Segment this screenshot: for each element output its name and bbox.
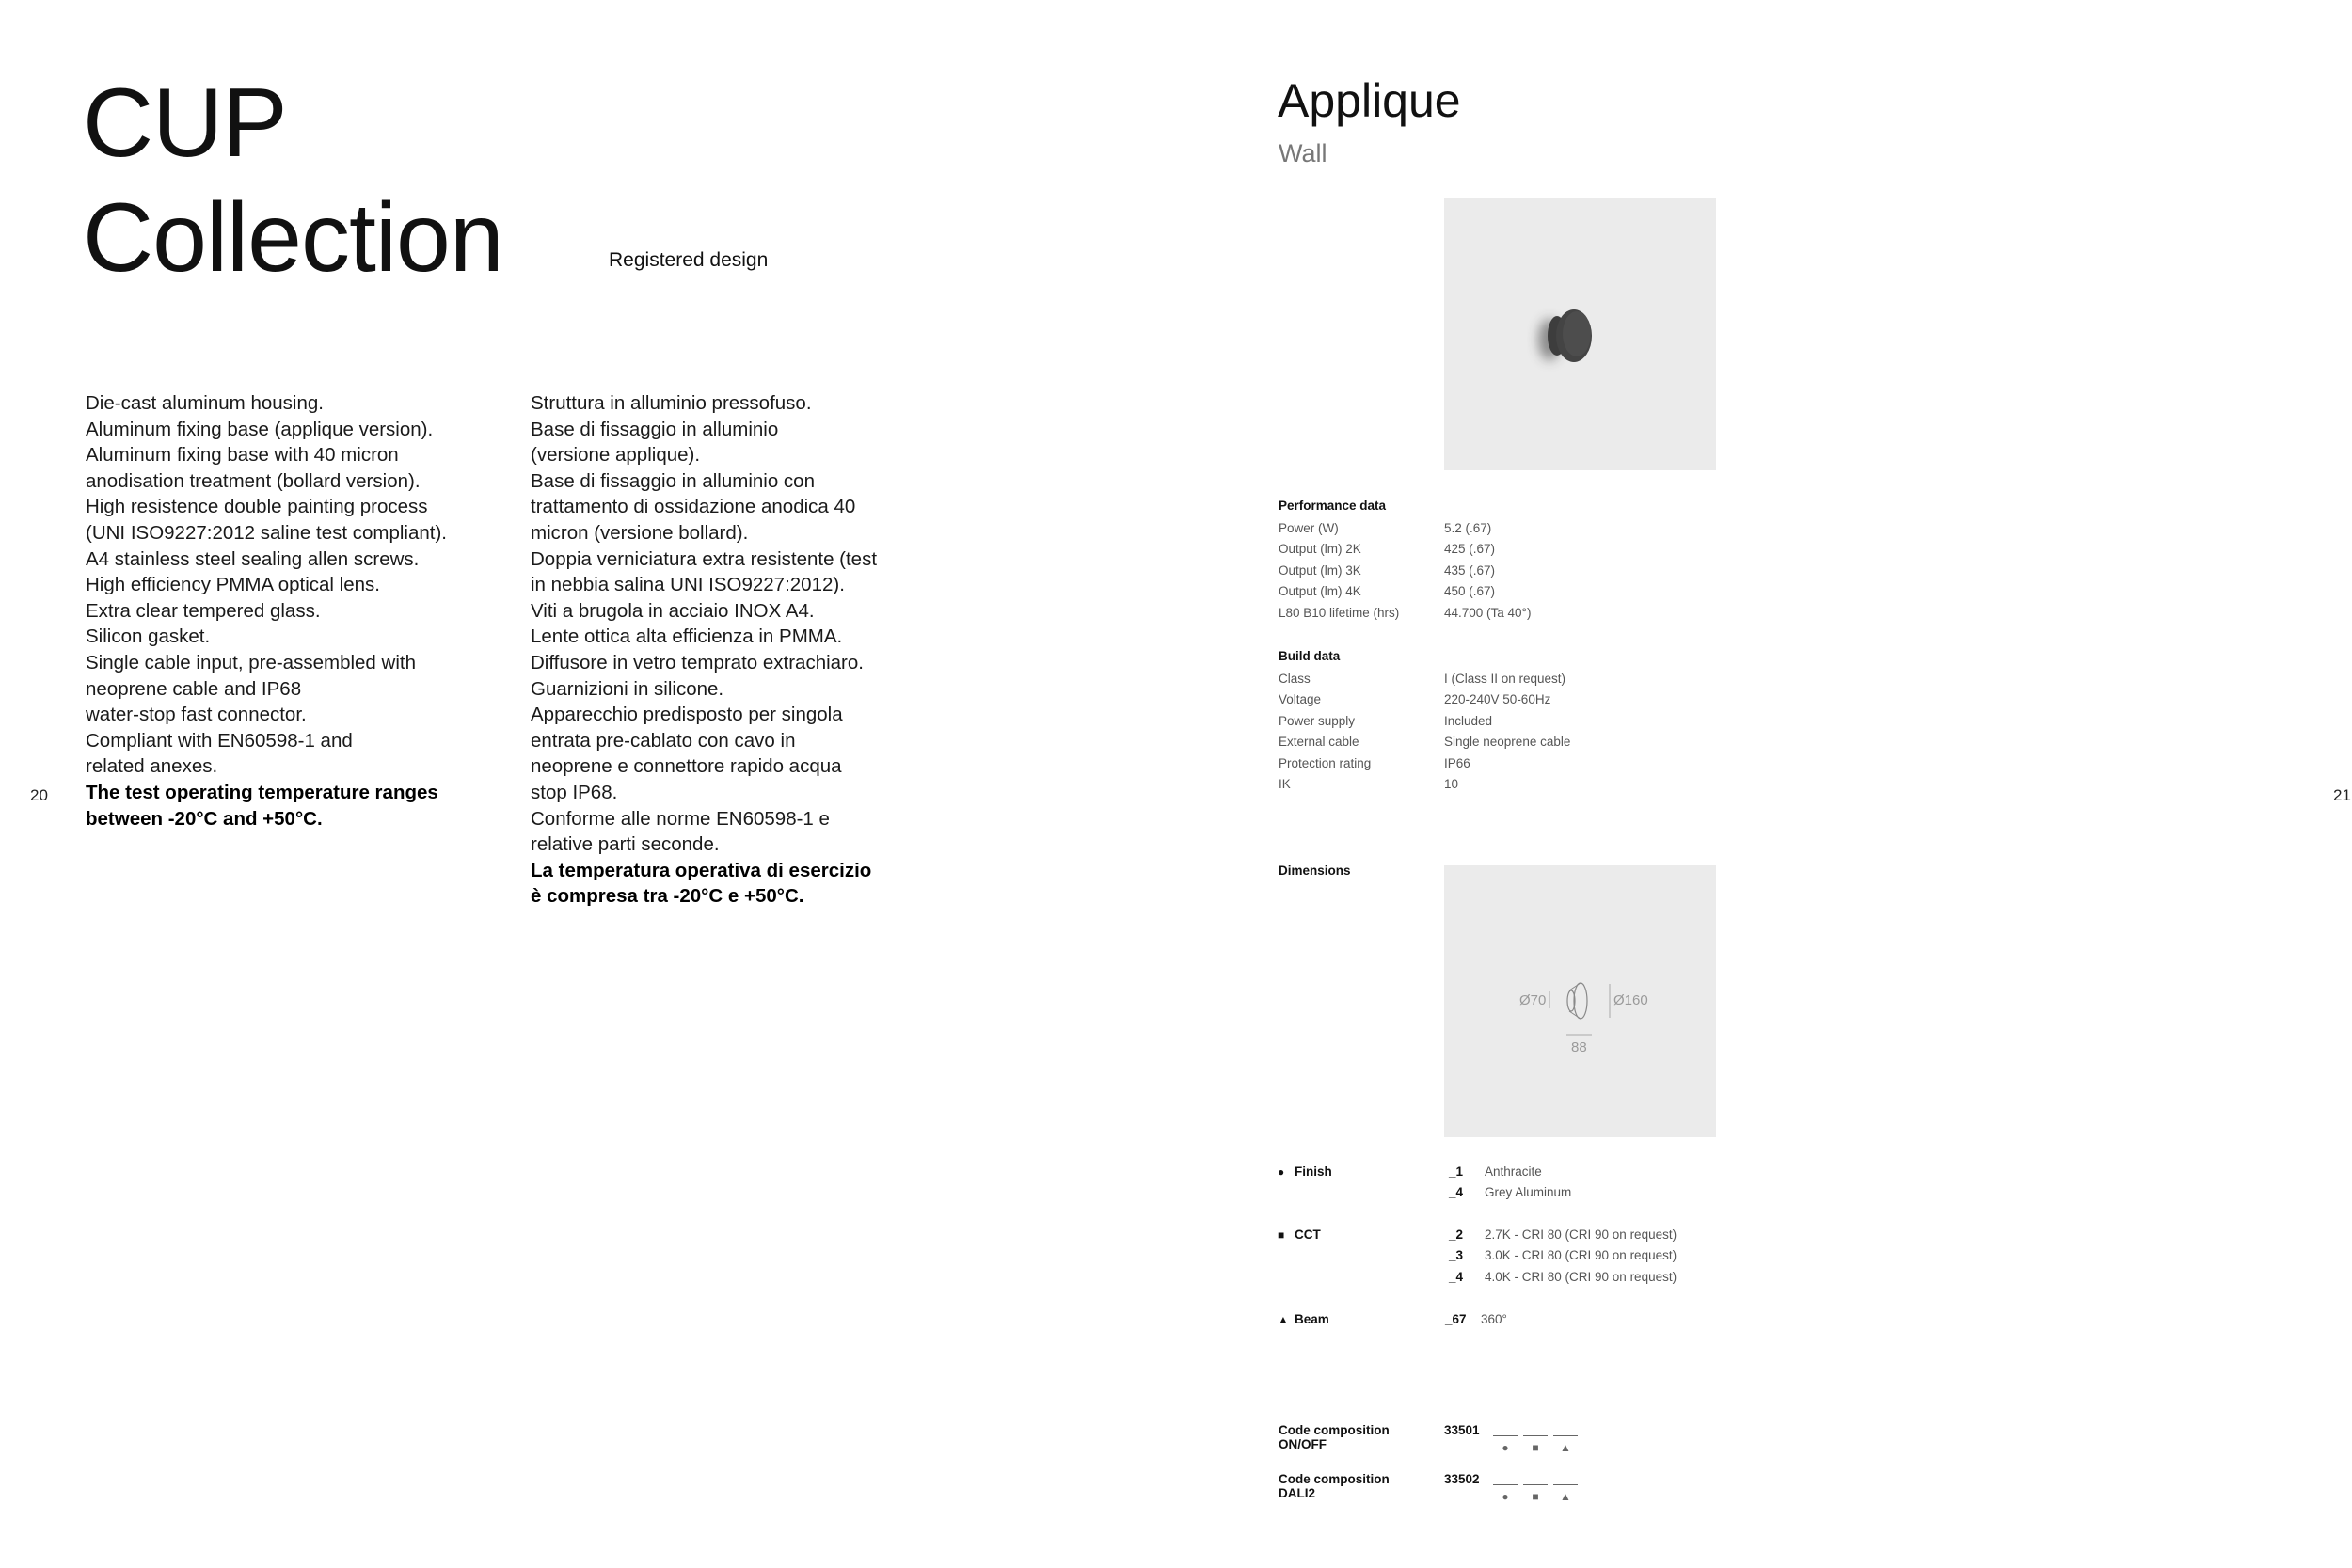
description-line: stop IP68. [531, 781, 618, 803]
title-line-2: Collection [83, 183, 503, 293]
description-line: Single cable input, pre-assembled with [86, 651, 416, 673]
description-line: relative parti seconde. [531, 833, 720, 856]
cct-options [1449, 1225, 1677, 1288]
description-line: A4 stainless steel sealing allen screws. [86, 547, 420, 570]
spec-label: IK [1279, 777, 1291, 792]
option-row [1445, 1309, 1507, 1330]
code-label-line: DALI2 [1279, 1486, 1316, 1500]
option-desc: Grey Aluminum [1485, 1185, 1572, 1200]
beam-options [1445, 1309, 1507, 1330]
lamp-profile-icon [1444, 865, 1716, 1137]
spec-label: Output (lm) 3K [1279, 562, 1361, 578]
spec-value: Included [1444, 713, 1493, 728]
spec-label: Output (lm) 4K [1279, 584, 1361, 599]
english-description [86, 390, 447, 832]
spec-value: 425 (.67) [1444, 542, 1496, 557]
spec-label: Power (W) [1279, 521, 1339, 535]
option-desc: 2.7K - CRI 80 (CRI 90 on request) [1485, 1227, 1677, 1242]
beam-label-text: Beam [1295, 1312, 1329, 1326]
description-line: Diffusore in vetro temprato extrachiaro. [531, 651, 864, 673]
description-line: Guarnizioni in silicone. [531, 677, 724, 700]
code-slot [1493, 1435, 1518, 1453]
diameter-small-label: Ø70 [1519, 992, 1547, 1008]
description-line: in nebbia salina UNI ISO9227:2012). [531, 574, 845, 596]
option-desc: Anthracite [1485, 1164, 1542, 1179]
square-icon: ■ [1532, 1441, 1539, 1454]
description-line: Apparecchio predisposto per singola [531, 704, 843, 726]
code-slot [1523, 1484, 1548, 1502]
description-line: Lente ottica alta efficienza in PMMA. [531, 626, 843, 648]
option-code: _3 [1449, 1248, 1464, 1263]
spec-label: Voltage [1279, 692, 1322, 707]
diameter-large-label: Ø160 [1613, 992, 1648, 1008]
page-number-right: 21 [2333, 786, 2351, 804]
code-label-line: Code composition [1279, 1472, 1390, 1486]
product-image [1444, 198, 1716, 470]
spec-label: Protection rating [1279, 755, 1372, 770]
finish-options [1449, 1162, 1571, 1204]
temperature-note-line: The test operating temperature ranges [86, 781, 438, 803]
spec-row [1279, 669, 1570, 689]
spec-value: 5.2 (.67) [1444, 521, 1492, 535]
spec-value: 450 (.67) [1444, 584, 1496, 599]
option-desc: 360° [1481, 1312, 1507, 1326]
circle-icon: ● [1502, 1490, 1509, 1503]
spec-value: IP66 [1444, 755, 1470, 770]
dimensions-drawing [1444, 865, 1716, 1137]
option-code: _4 [1449, 1185, 1464, 1200]
spec-value: 435 (.67) [1444, 562, 1496, 578]
performance-table [1279, 518, 1531, 624]
description-line: Conforme alle norme EN60598-1 e [531, 807, 830, 830]
description-line: Extra clear tempered glass. [86, 599, 321, 622]
spec-row [1279, 561, 1531, 581]
description-line: entrata pre-cablato con cavo in [531, 729, 796, 752]
description-line: High efficiency PMMA optical lens. [86, 574, 380, 596]
spec-label: L80 B10 lifetime (hrs) [1279, 605, 1400, 620]
description-line: Silicon gasket. [86, 626, 211, 648]
spec-row [1279, 711, 1570, 732]
temperature-note-line: between -20°C and +50°C. [86, 807, 323, 830]
option-desc: 4.0K - CRI 80 (CRI 90 on request) [1485, 1269, 1677, 1284]
description-line: trattamento di ossidazione anodica 40 [531, 496, 856, 518]
collection-title [83, 66, 503, 295]
spec-row [1279, 539, 1531, 560]
description-line: anodisation treatment (bollard version). [86, 469, 421, 492]
spec-value: 44.700 (Ta 40°) [1444, 605, 1532, 620]
code-label-line: ON/OFF [1279, 1437, 1327, 1451]
code-number-dali2: 33502 [1444, 1472, 1480, 1486]
wall-lamp-illustration [1444, 198, 1716, 470]
cct-label-text: CCT [1295, 1227, 1321, 1242]
code-composition-onoff-label [1279, 1423, 1390, 1451]
spec-value: Single neoprene cable [1444, 735, 1571, 750]
code-slots-onoff [1493, 1435, 1578, 1453]
circle-icon: ● [1502, 1441, 1509, 1454]
triangle-icon: ▲ [1278, 1312, 1289, 1326]
spec-row [1279, 603, 1531, 624]
option-code: _1 [1449, 1164, 1464, 1179]
beam-label [1278, 1312, 1329, 1326]
build-title: Build data [1279, 649, 1341, 663]
spec-row [1279, 518, 1531, 539]
option-code: _67 [1445, 1312, 1467, 1326]
code-slot [1523, 1435, 1548, 1453]
description-line: Viti a brugola in acciaio INOX A4. [531, 599, 815, 622]
code-slot [1553, 1484, 1578, 1502]
description-line: (versione applique). [531, 444, 701, 467]
temperature-note-line: La temperatura operativa di esercizio [531, 859, 872, 881]
code-slots-dali2 [1493, 1484, 1578, 1502]
description-line: related anexes. [86, 755, 218, 778]
square-icon: ■ [1532, 1490, 1539, 1503]
finish-label [1278, 1164, 1332, 1179]
code-number-onoff: 33501 [1444, 1423, 1480, 1437]
description-line: Die-cast aluminum housing. [86, 392, 324, 414]
description-line: Compliant with EN60598-1 and [86, 729, 353, 752]
option-row [1449, 1245, 1677, 1266]
spec-label: Power supply [1279, 713, 1356, 728]
code-composition-dali2-label [1279, 1472, 1390, 1500]
description-line: micron (versione bollard). [531, 521, 749, 544]
code-slot [1493, 1484, 1518, 1502]
product-subtitle: Wall [1279, 139, 1327, 167]
page-number-left: 20 [30, 786, 48, 804]
option-row [1449, 1162, 1571, 1182]
option-code: _2 [1449, 1227, 1464, 1242]
square-icon: ■ [1278, 1227, 1285, 1242]
description-line: neoprene e connettore rapido acqua [531, 755, 842, 778]
triangle-icon: ▲ [1560, 1490, 1571, 1503]
description-line: Base di fissaggio in alluminio con [531, 469, 815, 492]
description-line: Aluminum fixing base with 40 micron [86, 444, 399, 467]
code-slot [1553, 1435, 1578, 1453]
italian-description [531, 390, 877, 910]
description-line: Aluminum fixing base (applique version). [86, 418, 434, 440]
description-line: Struttura in alluminio pressofuso. [531, 392, 812, 414]
triangle-icon: ▲ [1560, 1441, 1571, 1454]
spec-label: Class [1279, 672, 1311, 686]
option-row [1449, 1225, 1677, 1245]
depth-label: 88 [1571, 1039, 1587, 1055]
dimensions-title: Dimensions [1279, 863, 1351, 878]
description-line: Doppia verniciatura extra resistente (test [531, 547, 878, 570]
registered-design-label: Registered design [609, 249, 769, 271]
spec-label: Output (lm) 2K [1279, 542, 1361, 557]
spec-value: I (Class II on request) [1444, 672, 1566, 686]
spec-value: 10 [1444, 777, 1459, 792]
code-label-line: Code composition [1279, 1423, 1390, 1437]
description-line: (UNI ISO9227:2012 saline test compliant). [86, 521, 447, 544]
spec-row [1279, 753, 1570, 774]
spec-row [1279, 774, 1570, 795]
description-line: Base di fissaggio in alluminio [531, 418, 779, 440]
temperature-note-line: è compresa tra -20°C e +50°C. [531, 885, 804, 908]
description-line: water-stop fast connector. [86, 704, 307, 726]
spec-label: External cable [1279, 735, 1359, 750]
build-table [1279, 669, 1570, 795]
spec-row [1279, 732, 1570, 752]
title-line-1: CUP [83, 69, 287, 178]
spec-value: 220-240V 50-60Hz [1444, 692, 1551, 707]
performance-title: Performance data [1279, 499, 1387, 513]
product-title: Applique [1278, 74, 1461, 127]
cct-label [1278, 1227, 1321, 1242]
option-code: _4 [1449, 1269, 1464, 1284]
option-row [1449, 1267, 1677, 1288]
circle-icon: ● [1278, 1164, 1285, 1179]
option-row [1449, 1182, 1571, 1203]
description-line: High resistence double painting process [86, 496, 428, 518]
description-line: neoprene cable and IP68 [86, 677, 302, 700]
spec-row [1279, 581, 1531, 602]
finish-label-text: Finish [1295, 1164, 1332, 1179]
spec-row [1279, 689, 1570, 710]
lamp-cup-face [1563, 311, 1591, 356]
option-desc: 3.0K - CRI 80 (CRI 90 on request) [1485, 1248, 1677, 1263]
